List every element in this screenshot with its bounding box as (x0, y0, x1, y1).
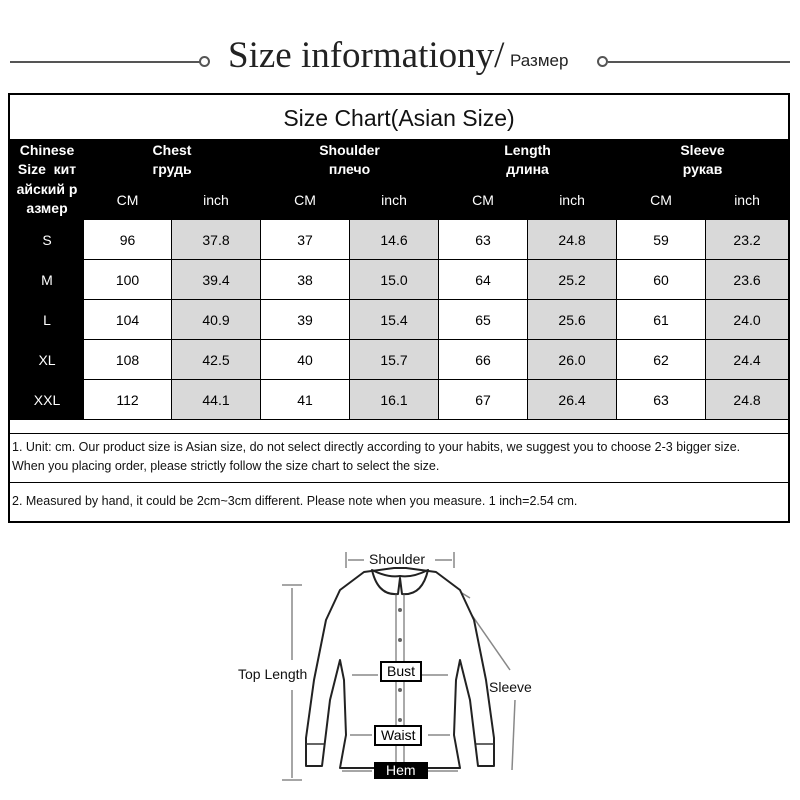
cm-value-cell: 100 (84, 260, 172, 300)
cm-value-cell: 41 (261, 380, 350, 420)
size-chart-title: Size Chart(Asian Size) (283, 105, 515, 131)
inch-value-cell: 24.8 (706, 380, 789, 420)
shoulder-label: Shoulder (319, 142, 380, 158)
inch-value-cell: 23.6 (706, 260, 789, 300)
inch-value-cell: 24.4 (706, 340, 789, 380)
size-label: XL (11, 340, 84, 380)
size-row (11, 300, 789, 340)
shirt-button (398, 608, 402, 612)
note-measure-text: 2. Measured by hand, it could be 2cm~3cm different. Please note when you measure. 1 inch=2.54 cm. (12, 494, 578, 508)
header-right-line (608, 61, 790, 63)
length-cm-header: CM (439, 181, 528, 220)
inch-value-cell: 44.1 (172, 380, 261, 420)
sleeve-label: Sleeve (680, 142, 725, 158)
inch-value-cell: 24.8 (528, 220, 617, 260)
cm-value-cell: 112 (84, 380, 172, 420)
chest-inch-header: inch (172, 181, 261, 220)
size-row (11, 380, 789, 420)
shirt-button (398, 638, 402, 642)
sleeve-label: Sleeve (489, 679, 532, 695)
header-left-dot (199, 56, 210, 67)
cm-value-cell: 63 (617, 380, 706, 420)
inch-value-cell: 26.4 (528, 380, 617, 420)
size-rows (11, 220, 789, 420)
size-label: M (11, 260, 84, 300)
shoulder-inch-header: inch (350, 181, 439, 220)
shirt-button (398, 688, 402, 692)
header-subtitle: Размер (510, 51, 569, 70)
hem-label: Hem (374, 762, 428, 779)
cm-value-cell: 59 (617, 220, 706, 260)
inch-value-cell: 15.0 (350, 260, 439, 300)
cm-value-cell: 96 (84, 220, 172, 260)
size-label: L (11, 300, 84, 340)
cm-value-cell: 67 (439, 380, 528, 420)
top-length-label: Top Length (238, 666, 308, 682)
cm-value-cell: 39 (261, 300, 350, 340)
sleeve-header (617, 140, 789, 181)
chest-cm-header: CM (84, 181, 172, 220)
shoulder-header (261, 140, 439, 181)
inch-value-cell: 39.4 (172, 260, 261, 300)
length-label: Length (504, 142, 551, 158)
sleeve-cm-header: CM (617, 181, 706, 220)
size-label: XXL (11, 380, 84, 420)
cm-value-cell: 104 (84, 300, 172, 340)
inch-value-cell: 15.4 (350, 300, 439, 340)
shoulder-label-ru: плечо (328, 161, 371, 177)
inch-value-cell: 14.6 (350, 220, 439, 260)
cm-value-cell: 64 (439, 260, 528, 300)
header-title: Size informationy/ (228, 35, 505, 76)
length-label-ru: длина (506, 161, 549, 177)
chest-label: Chest (152, 142, 192, 158)
size-table (10, 139, 789, 420)
inch-value-cell: 25.6 (528, 300, 617, 340)
inch-value-cell: 16.1 (350, 380, 439, 420)
cm-value-cell: 37 (261, 220, 350, 260)
cm-value-cell: 60 (617, 260, 706, 300)
header (0, 0, 800, 90)
size-label: S (11, 220, 84, 260)
inch-value-cell: 40.9 (172, 300, 261, 340)
note-unit-line2: When you placing order, please strictly follow the size chart to select the size. (12, 459, 440, 473)
header-right-dot (597, 56, 608, 67)
note-measure (10, 483, 788, 521)
note-unit-line1: 1. Unit: cm. Our product size is Asian size, do not select directly according to your habits, we suggest you to choose 2-3 bigger size. (12, 440, 741, 454)
cm-value-cell: 38 (261, 260, 350, 300)
length-inch-header: inch (528, 181, 617, 220)
cm-value-cell: 66 (439, 340, 528, 380)
size-row (11, 340, 789, 380)
size-column-header: Chinese Size кит айский р азмер (11, 140, 84, 220)
cm-value-cell: 62 (617, 340, 706, 380)
cm-value-cell: 40 (261, 340, 350, 380)
cm-value-cell: 108 (84, 340, 172, 380)
measurement-diagram (0, 530, 800, 800)
size-row (11, 220, 789, 260)
inch-value-cell: 37.8 (172, 220, 261, 260)
inch-value-cell: 15.7 (350, 340, 439, 380)
sleeve-label-ru: рукав (682, 161, 723, 177)
inch-value-cell: 26.0 (528, 340, 617, 380)
inch-value-cell: 23.2 (706, 220, 789, 260)
inch-value-cell: 24.0 (706, 300, 789, 340)
bust-label: Bust (380, 661, 422, 682)
waist-label: Waist (374, 725, 422, 746)
note-unit (10, 433, 788, 483)
shoulder-cm-header: CM (261, 181, 350, 220)
chest-header (84, 140, 261, 181)
cm-value-cell: 65 (439, 300, 528, 340)
cm-value-cell: 63 (439, 220, 528, 260)
shirt-button (398, 718, 402, 722)
sleeve-inch-header: inch (706, 181, 789, 220)
length-header (439, 140, 617, 181)
header-left-line (10, 61, 202, 63)
inch-value-cell: 42.5 (172, 340, 261, 380)
shoulder-label: Shoulder (369, 551, 426, 567)
size-chart (8, 93, 790, 523)
cm-value-cell: 61 (617, 300, 706, 340)
chest-label-ru: грудь (152, 161, 192, 177)
inch-value-cell: 25.2 (528, 260, 617, 300)
size-row (11, 260, 789, 300)
